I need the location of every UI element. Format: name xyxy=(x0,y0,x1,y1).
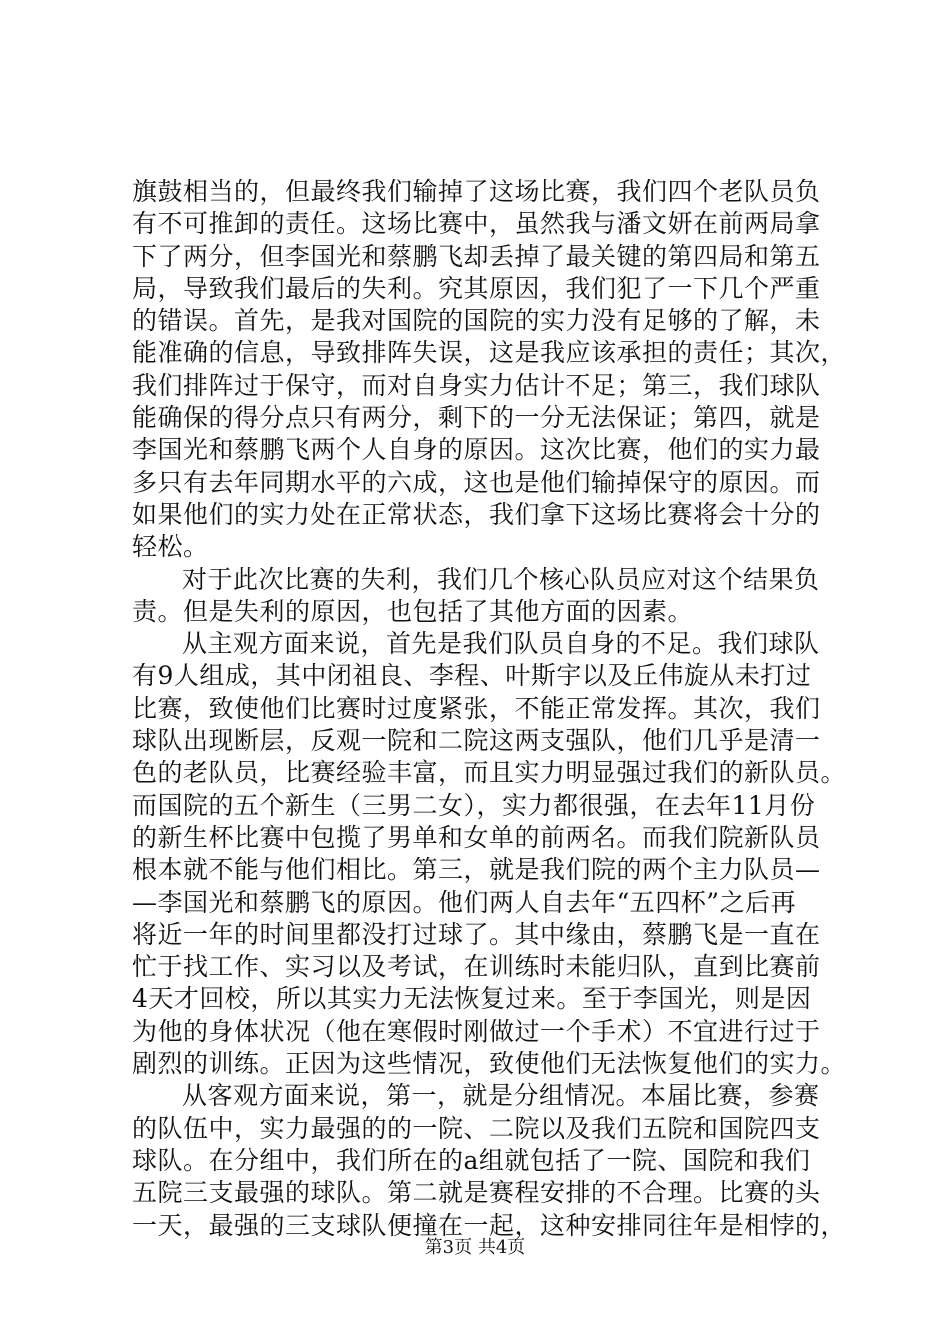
text-line: 能准确的信息，导致排阵失误，这是我应该承担的责任；其次， xyxy=(132,338,847,368)
text-line: 为他的身体状况（他在寒假时刚做过一个手术）不宜进行过于 xyxy=(132,1016,821,1046)
text-line: 能确保的得分点只有两分，剩下的一分无法保证；第四，就是 xyxy=(132,403,821,433)
text-line: 旗鼓相当的，但最终我们输掉了这场比赛，我们四个老队员负 xyxy=(132,177,821,206)
text-line: 的错误。首先，是我对国院的国院的实力没有足够的了解，未 xyxy=(132,306,821,336)
text-line: 责。但是失利的原因，也包括了其他方面的因素。 xyxy=(132,596,694,626)
text-line: 五院三支最强的球队。第二就是赛程安排的不合理。比赛的头 xyxy=(132,1178,821,1208)
text-line: 一天，最强的三支球队便撞在一起，这种安排同往年是相悖的， xyxy=(132,1210,847,1240)
text-line: 我们排阵过于保守，而对自身实力估计不足；第三，我们球队 xyxy=(132,370,821,400)
text-line: 有不可推卸的责任。这场比赛中，虽然我与潘文妍在前两局拿 xyxy=(132,209,821,239)
text-line: 多只有去年同期水平的六成，这也是他们输掉保守的原因。而 xyxy=(132,467,821,497)
paragraph-start-line: 对于此次比赛的失利，我们几个核心队员应对这个结果负 xyxy=(182,564,820,594)
text-line: 将近一年的时间里都没打过球了。其中缘由，蔡鹏飞是一直在 xyxy=(132,919,821,949)
text-line: 李国光和蔡鹏飞两个人自身的原因。这次比赛，他们的实力最 xyxy=(132,435,821,465)
text-line: 4天才回校，所以其实力无法恢复过来。至于李国光，则是因 xyxy=(132,984,812,1014)
text-line: 局，导致我们最后的失利。究其原因，我们犯了一下几个严重 xyxy=(132,273,821,303)
text-line: 球队。在分组中，我们所在的a组就包括了一院、国院和我们 xyxy=(132,1145,811,1175)
text-line: 的队伍中，实力最强的的一院、二院以及我们五院和国院四支 xyxy=(132,1113,821,1143)
text-line: —李国光和蔡鹏飞的原因。他们两人自去年“五四杯”之后再 xyxy=(132,887,797,917)
text-line: 的新生杯比赛中包揽了男单和女单的前两名。而我们院新队员 xyxy=(132,822,821,852)
text-line: 球队出现断层，反观一院和二院这两支强队，他们几乎是清一 xyxy=(132,726,821,756)
paragraph-start-line: 从客观方面来说，第一，就是分组情况。本届比赛，参赛 xyxy=(182,1081,820,1111)
text-line: 比赛，致使他们比赛时过度紧张，不能正常发挥。其次，我们 xyxy=(132,693,821,723)
text-line: 色的老队员，比赛经验丰富，而且实力明显强过我们的新队员。 xyxy=(132,758,847,788)
text-line: 如果他们的实力处在正常状态，我们拿下这场比赛将会十分的 xyxy=(132,499,821,529)
paragraph-start-line: 从主观方面来说，首先是我们队员自身的不足。我们球队 xyxy=(182,629,820,659)
text-line: 而国院的五个新生（三男二女），实力都很强，在去年11月份 xyxy=(132,790,816,820)
body-text xyxy=(132,176,847,1242)
page-number-footer: 第3页 共4页 xyxy=(424,1237,526,1258)
text-line: 根本就不能与他们相比。第三，就是我们院的两个主力队员— xyxy=(132,855,821,885)
text-line: 剧烈的训练。正因为这些情况，致使他们无法恢复他们的实力。 xyxy=(132,1049,847,1079)
text-line: 有9人组成，其中闭祖良、李程、叶斯宇以及丘伟旋从未打过 xyxy=(132,661,812,691)
text-line: 下了两分，但李国光和蔡鹏飞却丢掉了最关键的第四局和第五 xyxy=(132,241,821,271)
text-line: 轻松。 xyxy=(132,532,209,562)
text-line: 忙于找工作、实习以及考试，在训练时未能归队，直到比赛前 xyxy=(132,952,821,982)
